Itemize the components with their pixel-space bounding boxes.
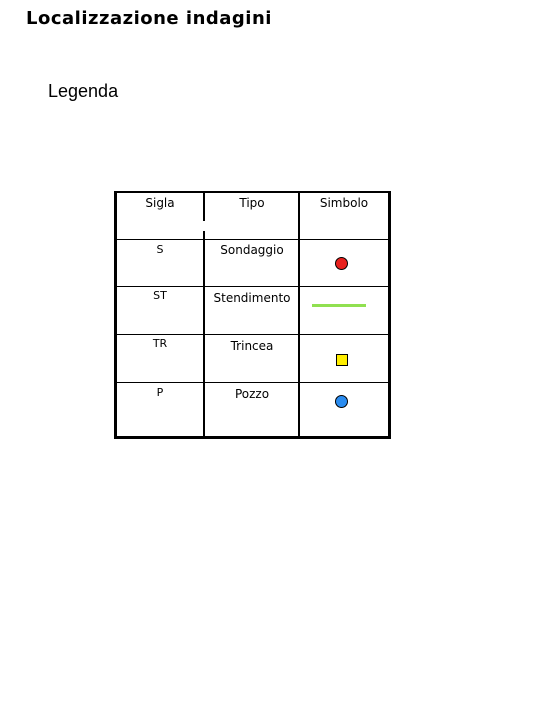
table-border-left [114, 191, 117, 439]
legend-title: Legenda [48, 81, 119, 101]
row-sigla: TR [152, 337, 168, 350]
green-line-icon [312, 304, 366, 307]
header-simbolo: Simbolo [319, 196, 369, 210]
row-divider [114, 239, 391, 240]
row-tipo: Sondaggio [220, 243, 284, 257]
table-border-right [388, 191, 391, 439]
red-circle-icon [335, 257, 348, 270]
column-divider-1 [203, 191, 205, 221]
yellow-square-icon [336, 354, 348, 366]
page-title: Localizzazione indagini [26, 8, 272, 29]
column-divider-2 [298, 191, 300, 439]
row-tipo: Stendimento [213, 291, 291, 305]
row-divider [114, 286, 391, 287]
row-divider [114, 382, 391, 383]
header-sigla: Sigla [145, 196, 175, 210]
blue-circle-icon [335, 395, 348, 408]
header-tipo: Tipo [239, 196, 265, 210]
table-border-top [114, 191, 391, 193]
row-tipo: Pozzo [234, 387, 270, 401]
legend-table [114, 191, 391, 438]
row-divider [114, 334, 391, 335]
row-tipo: Trincea [230, 339, 274, 353]
row-sigla: P [156, 386, 164, 399]
row-sigla: ST [153, 289, 167, 302]
table-border-bottom [114, 436, 391, 439]
row-sigla: S [156, 243, 164, 256]
column-divider-1 [203, 231, 205, 439]
